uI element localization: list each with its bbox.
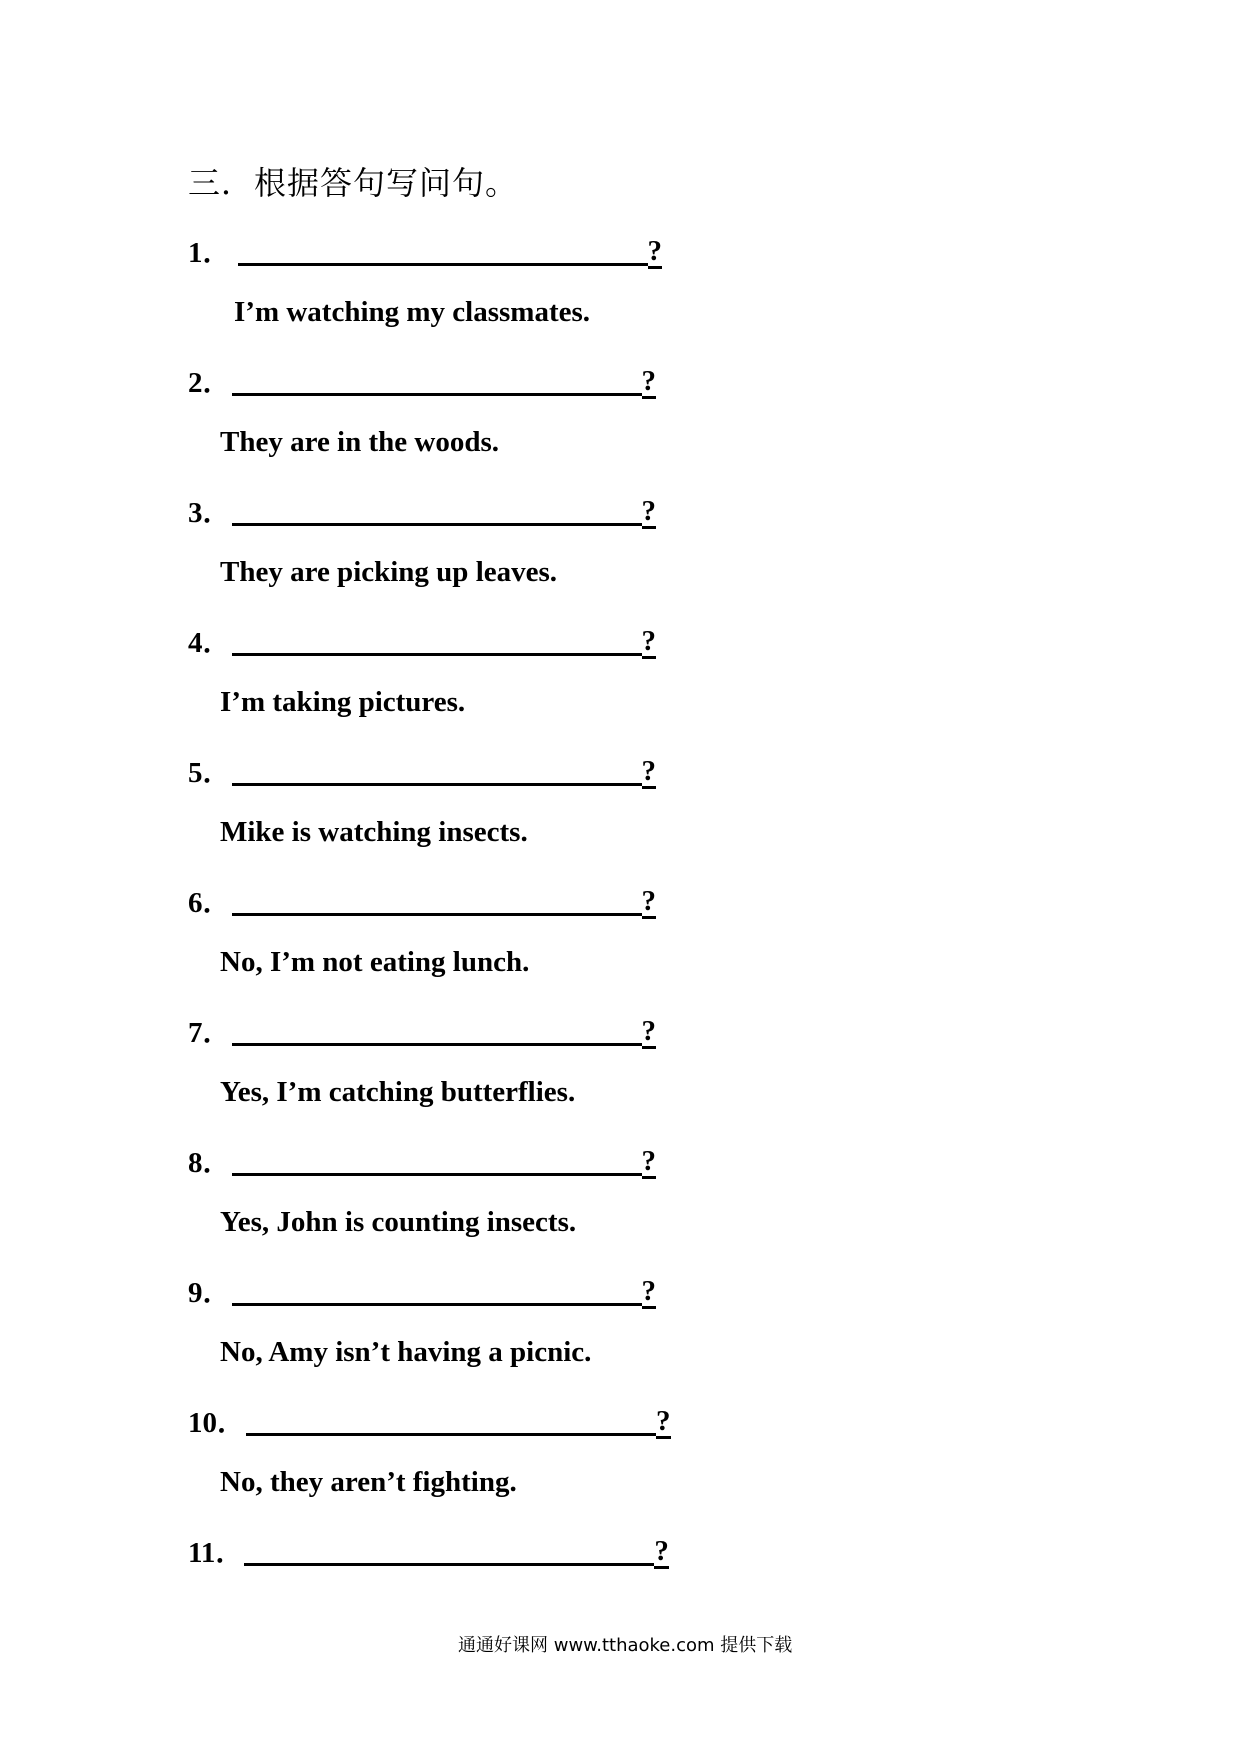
question-number: 4． — [188, 627, 232, 659]
question-mark: ? — [654, 1535, 669, 1567]
question-line-11 — [188, 1528, 669, 1568]
question-number: 9． — [188, 1277, 232, 1309]
answer-blank[interactable] — [238, 263, 648, 266]
answer-blank[interactable] — [232, 1043, 642, 1046]
question-number: 11． — [188, 1537, 245, 1569]
question-line-4 — [188, 618, 656, 658]
page-footer: 通通好课网 www.tthaoke.com 提供下载 — [458, 1635, 793, 1656]
answer-blank[interactable] — [232, 393, 642, 396]
answer-blank[interactable] — [244, 1563, 654, 1566]
question-number: 8． — [188, 1147, 232, 1179]
question-number: 7． — [188, 1017, 232, 1049]
question-mark: ? — [641, 495, 657, 527]
question-line-6 — [188, 878, 656, 918]
answer-sentence-9: No, Amy isn’t having a picnic. — [220, 1336, 592, 1368]
question-mark: ? — [641, 1015, 657, 1047]
question-line-8 — [188, 1138, 656, 1178]
question-mark: ? — [641, 1275, 657, 1307]
answer-sentence-2: They are in the woods. — [220, 426, 500, 458]
answer-sentence-4: I’m taking pictures. — [220, 686, 466, 718]
question-line-10 — [188, 1398, 671, 1438]
section-heading: 三．根据答句写问句。 — [188, 164, 519, 202]
question-line-1 — [188, 228, 662, 268]
answer-sentence-6: No, I’m not eating lunch. — [220, 946, 530, 978]
question-number: 3． — [188, 497, 232, 529]
answer-sentence-5: Mike is watching insects. — [220, 816, 528, 848]
answer-blank[interactable] — [232, 913, 642, 916]
question-line-7 — [188, 1008, 656, 1048]
question-mark: ? — [641, 365, 657, 397]
question-line-5 — [188, 748, 656, 788]
question-line-3 — [188, 488, 656, 528]
answer-blank[interactable] — [246, 1433, 656, 1436]
question-number: 5． — [188, 757, 232, 789]
question-line-9 — [188, 1268, 656, 1308]
question-mark: ? — [647, 235, 663, 267]
answer-sentence-7: Yes, I’m catching butterflies. — [220, 1076, 576, 1108]
answer-blank[interactable] — [232, 653, 642, 656]
question-line-2 — [188, 358, 656, 398]
question-number: 10． — [188, 1407, 247, 1439]
question-number: 2． — [188, 367, 232, 399]
question-mark: ? — [641, 1145, 657, 1177]
answer-sentence-1: I’m watching my classmates. — [234, 296, 591, 328]
question-number: 6． — [188, 887, 232, 919]
question-mark: ? — [641, 755, 657, 787]
question-mark: ? — [641, 625, 657, 657]
answer-sentence-10: No, they aren’t fighting. — [220, 1466, 517, 1498]
answer-sentence-3: They are picking up leaves. — [220, 556, 558, 588]
question-number: 1． — [188, 237, 232, 269]
answer-blank[interactable] — [232, 1173, 642, 1176]
answer-sentence-8: Yes, John is counting insects. — [220, 1206, 577, 1238]
answer-blank[interactable] — [232, 783, 642, 786]
question-mark: ? — [656, 1405, 671, 1437]
answer-blank[interactable] — [232, 523, 642, 526]
answer-blank[interactable] — [232, 1303, 642, 1306]
question-mark: ? — [641, 885, 657, 917]
